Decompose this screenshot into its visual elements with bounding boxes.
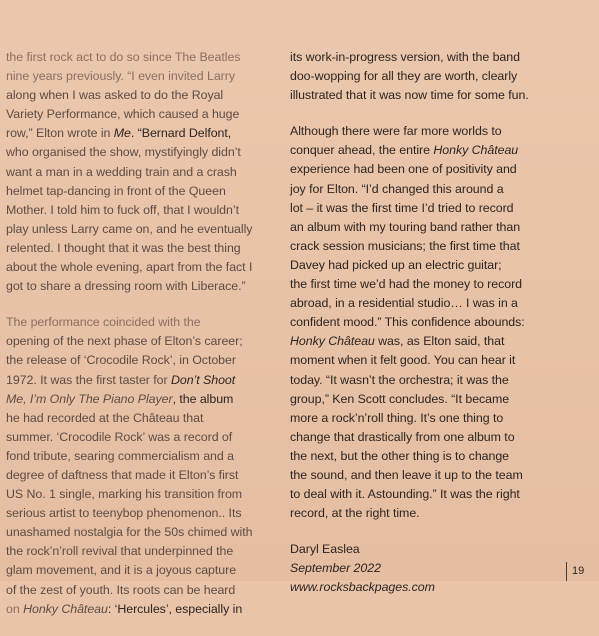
text-line: abroad, in a residential studio… I was in a bbox=[290, 296, 518, 311]
text-span: play unless Larry came on, and he eventually bbox=[6, 221, 253, 236]
text-line: the next, but the other thing is to change bbox=[290, 448, 510, 463]
text-line: the first time we’d had the money to record bbox=[290, 277, 523, 292]
text-span: the release of ‘Crocodile Rock’, in October bbox=[6, 353, 236, 368]
text-line: an album with my touring band rather than bbox=[290, 219, 521, 234]
text-span: he had recorded at the Château that bbox=[6, 410, 204, 425]
page-number: 19 bbox=[566, 562, 599, 581]
text-line: change that drastically from one album to bbox=[290, 429, 515, 444]
text-line: more a rock’n’roll thing. It’s one thing to bbox=[290, 410, 504, 425]
text-line bbox=[6, 466, 278, 485]
text-line bbox=[6, 447, 278, 466]
text-span: on bbox=[6, 601, 24, 616]
text-line bbox=[6, 124, 278, 143]
text-span: of the zest of youth. Its roots can be heard bbox=[6, 582, 236, 597]
text-line: today. “It wasn’t the orchestra; it was the bbox=[290, 372, 509, 387]
article-date: September 2022 bbox=[290, 561, 381, 576]
text-line bbox=[6, 163, 278, 182]
text-line: lot – it was the first time I’d tried to record bbox=[290, 200, 514, 215]
text-line: confident mood.” This confidence abounds: bbox=[290, 315, 525, 330]
text-span: , the album bbox=[172, 391, 234, 406]
text-line bbox=[6, 581, 278, 600]
text-span: : ‘Hercules’, especially in bbox=[107, 601, 243, 616]
text-line bbox=[6, 351, 278, 370]
text-line: illustrated that it was now time for some fun. bbox=[290, 88, 529, 103]
text-line: crack session musicians; the first time that bbox=[290, 238, 520, 253]
album-title: Me, I’m Only The Piano Player bbox=[6, 391, 173, 406]
text-line bbox=[6, 600, 278, 619]
text-line: joy for Elton. “I’d changed this around a bbox=[290, 181, 504, 196]
text-span: US No. 1 single, marking his transition from bbox=[6, 487, 243, 502]
text-span: The performance coincided with the bbox=[6, 315, 201, 330]
text-span: nine years previously. “I even invited Larry bbox=[6, 69, 235, 84]
left-paragraph-1 bbox=[6, 48, 278, 296]
text-line bbox=[6, 239, 278, 258]
text-line bbox=[6, 201, 278, 220]
right-text-column bbox=[290, 48, 558, 615]
text-span: fond tribute, searing commercialism and a bbox=[6, 448, 234, 463]
text-span: about the whole evening, apart from the fact I bbox=[6, 260, 253, 275]
album-title: Don’t Shoot bbox=[170, 372, 236, 387]
text-span: opening of the next phase of Elton’s career; bbox=[6, 334, 243, 349]
text-span: the first rock act to do so since The Beatles bbox=[6, 50, 241, 64]
text-line: to deal with it. Astounding.” It was the right bbox=[290, 487, 520, 502]
text-line bbox=[290, 141, 558, 160]
text-span: got to share a dressing room with Liberace.” bbox=[6, 279, 246, 294]
text-line bbox=[6, 48, 278, 67]
left-paragraph-2 bbox=[6, 313, 278, 619]
text-line bbox=[6, 105, 278, 124]
right-paragraph-1 bbox=[290, 48, 558, 105]
text-line bbox=[6, 332, 278, 351]
text-span: helmet tap-dancing in front of the Queen bbox=[6, 183, 226, 198]
text-line bbox=[6, 258, 278, 277]
book-title: Me bbox=[113, 126, 131, 141]
text-line: moment when it felt good. You can hear it bbox=[290, 353, 516, 368]
text-line bbox=[6, 504, 278, 523]
text-span: summer. ‘Crocodile Rock’ was a record of bbox=[6, 429, 233, 444]
album-title: Honky Château bbox=[433, 143, 519, 158]
album-title: Honky Château bbox=[23, 601, 108, 616]
source-url: www.rocksbackpages.com bbox=[290, 580, 435, 595]
text-span: unashamed nostalgia for the 50s chimed with bbox=[6, 525, 253, 540]
album-title: Honky Château bbox=[290, 334, 375, 349]
text-span: along when I was asked to do the Royal bbox=[6, 88, 224, 103]
text-span: was, as Elton said, that bbox=[374, 334, 505, 349]
text-line bbox=[6, 182, 278, 201]
text-line bbox=[6, 409, 278, 428]
text-line: record, at the right time. bbox=[290, 506, 420, 521]
text-span: glam movement, and it is a joyous capture bbox=[6, 563, 237, 578]
right-paragraph-2 bbox=[290, 122, 558, 523]
text-line bbox=[6, 220, 278, 239]
text-line bbox=[6, 523, 278, 542]
text-line bbox=[6, 143, 278, 162]
text-line: group,” Ken Scott concludes. “It became bbox=[290, 391, 510, 406]
author-name: Daryl Easlea bbox=[290, 542, 360, 557]
text-line: doo-wopping for all they are worth, clearly bbox=[290, 69, 518, 84]
text-span: conquer ahead, the entire bbox=[290, 143, 434, 158]
text-line: its work-in-progress version, with the band bbox=[290, 50, 520, 64]
text-line bbox=[6, 428, 278, 447]
text-span: 1972. It was the first taster for bbox=[6, 372, 171, 387]
text-span: degree of daftness that made it Elton’s first bbox=[6, 467, 239, 482]
text-span: relented. I thought that it was the best thing bbox=[6, 240, 241, 255]
left-text-column bbox=[6, 48, 278, 636]
text-line bbox=[290, 332, 558, 351]
text-span: the rock’n’roll revival that underpinned the bbox=[6, 544, 234, 559]
text-span: serious artist to teenybop phenomenon.. Its bbox=[6, 506, 242, 521]
text-span: who organised the show, mystifyingly didn’t bbox=[6, 145, 241, 160]
signature-block bbox=[290, 540, 558, 597]
text-line bbox=[6, 313, 278, 332]
text-line bbox=[6, 485, 278, 504]
text-line bbox=[6, 86, 278, 105]
text-span: want a man in a wedding train and a crash bbox=[6, 164, 237, 179]
text-line bbox=[6, 390, 278, 409]
text-line bbox=[6, 561, 278, 580]
text-line bbox=[6, 277, 278, 296]
text-line: the sound, and then leave it up to the team bbox=[290, 467, 523, 482]
text-line bbox=[6, 371, 278, 390]
text-line: Davey had picked up an electric guitar; bbox=[290, 257, 502, 272]
text-span: Variety Performance, which caused a huge bbox=[6, 107, 240, 122]
text-line: experience had been one of positivity and bbox=[290, 162, 517, 177]
text-span: Mother. I told him to fuck off, that I wouldn’t bbox=[6, 202, 239, 217]
text-line bbox=[6, 67, 278, 86]
text-span: . “Bernard Delfont, bbox=[130, 126, 232, 141]
text-line: Although there were far more worlds to bbox=[290, 124, 502, 139]
text-line bbox=[6, 542, 278, 561]
text-span: row,” Elton wrote in bbox=[6, 126, 114, 141]
